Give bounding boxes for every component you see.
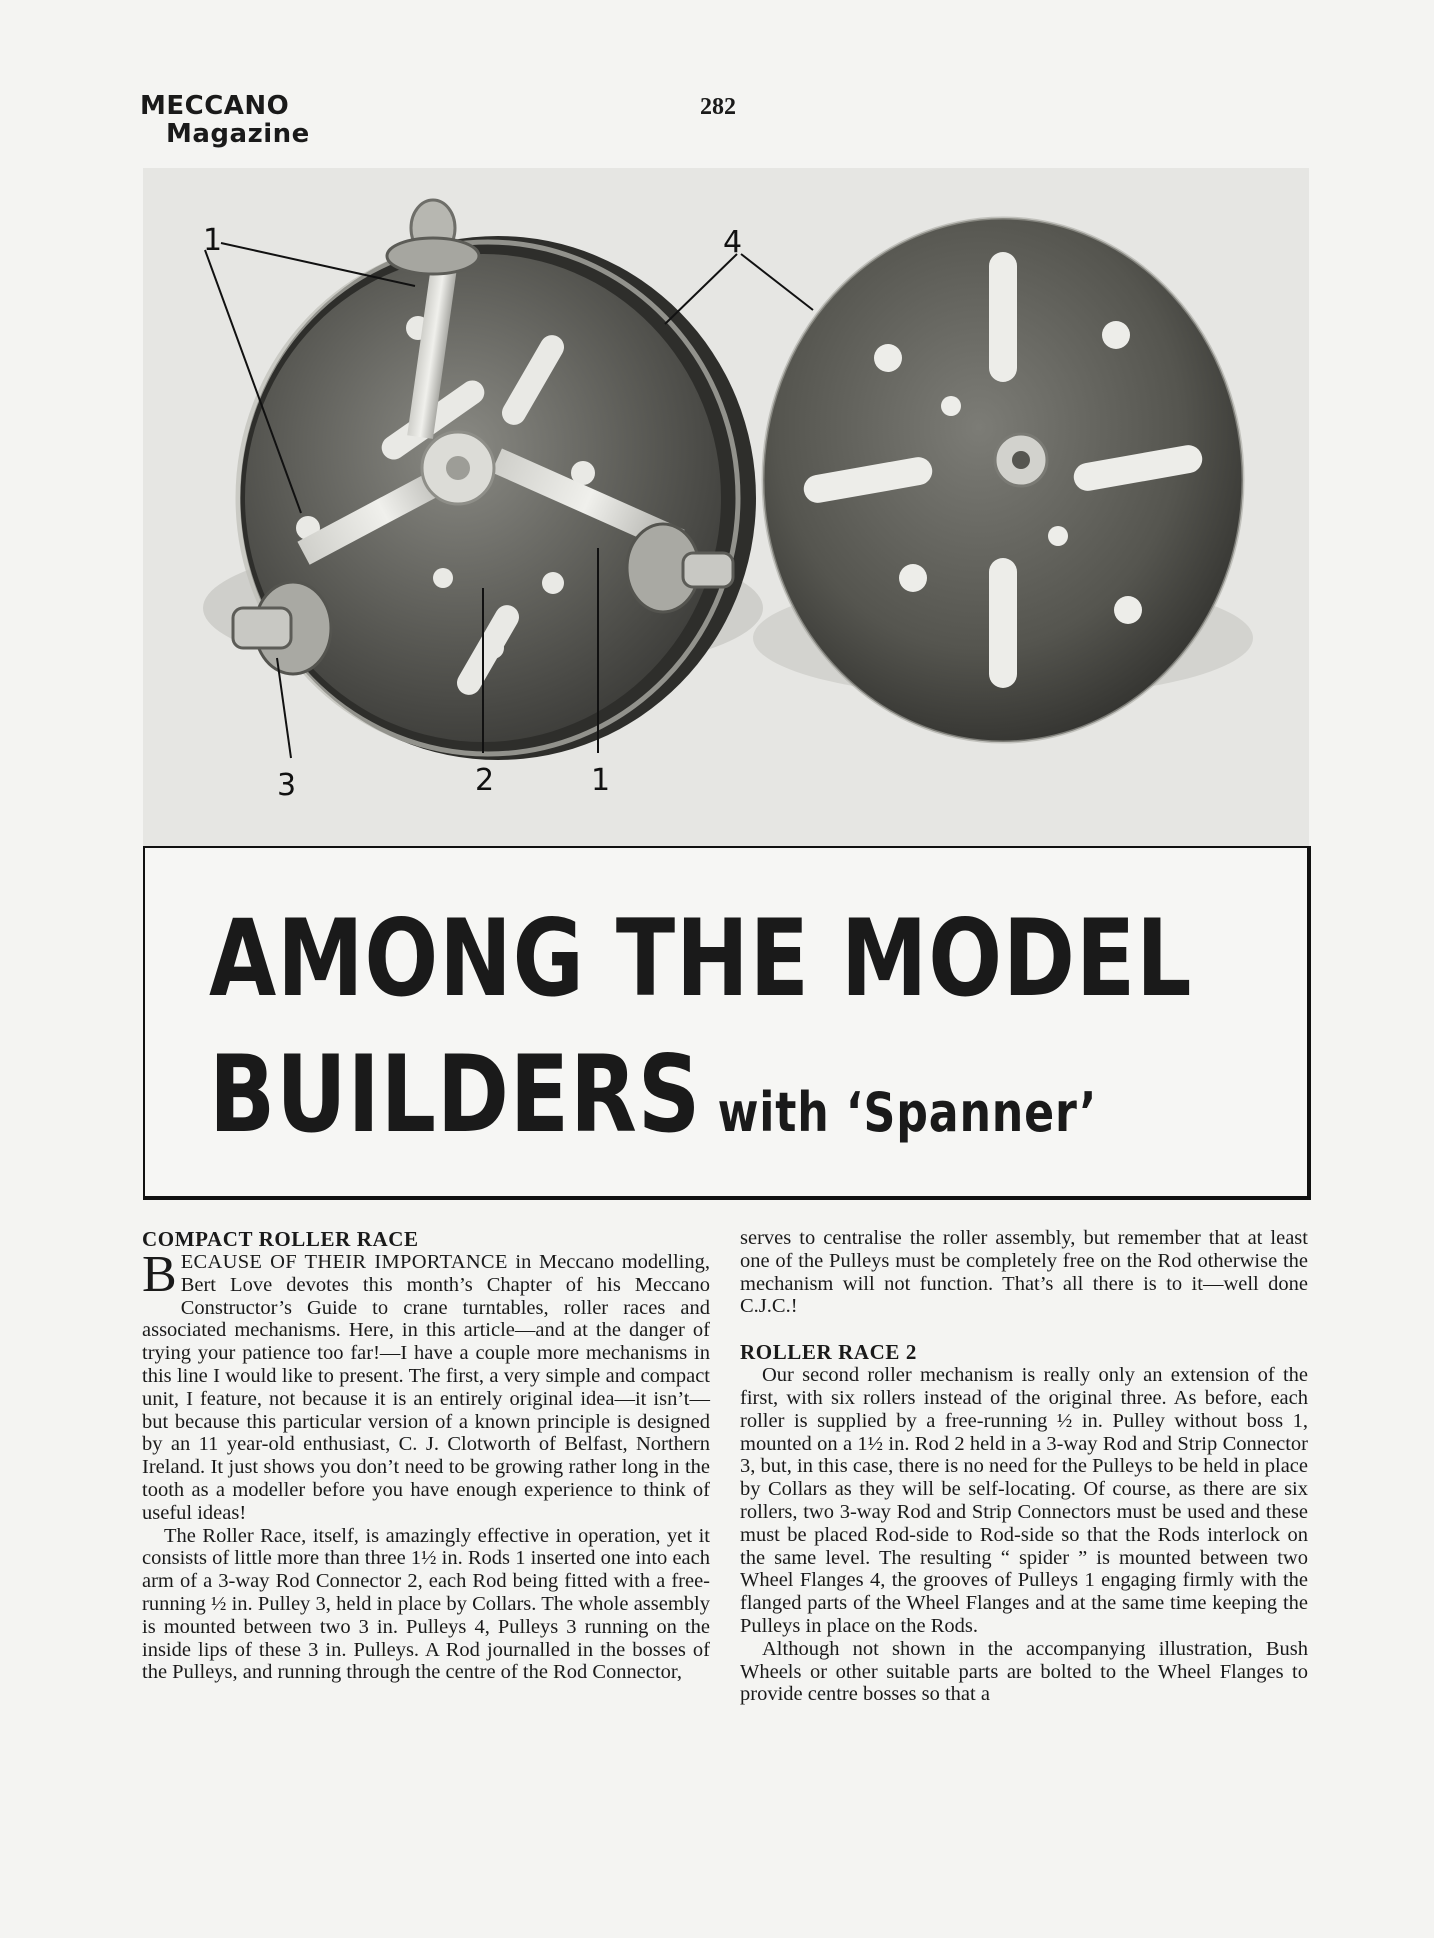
headline-line-1: AMONG THE MODEL [209, 897, 1193, 1020]
page-number: 282 [700, 94, 736, 120]
article-paragraph-1 [142, 1246, 710, 1525]
headline-builders: BUILDERS [209, 1033, 702, 1156]
masthead-magazine: Magazine [166, 119, 310, 149]
lead-in-caps: ECAUSE OF THEIR IMPORTANCE [180, 1251, 508, 1273]
callout-label-4: 4 [723, 225, 743, 260]
article-paragraph-5: Although not shown in the accompanying illustration, Bush Wheels or other suitable parts are bolted to the Wheel Flanges to provide centre bosses so that a [740, 1637, 1308, 1706]
drop-cap: B [142, 1246, 177, 1303]
article-paragraph-4: Our second roller mechanism is really only an extension of the first, with six rollers instead of the original three. As before, each roller is supplied by a free-running ½ in. Pulley without boss 1, mounted on a 1½ in. Rod 2 held in a 3-way Rod and Strip Connector 3, but, in this case, there is no need for the Pulleys to be held in place by Collars as they will be self-locating. Of course, as there are six rollers, two 3-way Rod and Strip Connectors must be used and these must be placed Rod-side to Rod-side so that the Rods interlock on the same level. The resulting “ spider ” is mounted between two Wheel Flanges 4, the grooves of Pulleys 1 engaging firmly with the flanged parts of the Wheel Flanges and at the same time keeping the Pulleys in place on the Rods. [740, 1364, 1308, 1637]
masthead [140, 92, 310, 148]
article-column-left [142, 1227, 710, 1684]
headline-box [143, 846, 1311, 1200]
section-heading-compact-roller-race: COMPACT ROLLER RACE [142, 1227, 419, 1251]
callout-label-2: 2 [475, 763, 495, 798]
section-heading-roller-race-2: ROLLER RACE 2 [740, 1340, 917, 1365]
callout-label-1-bottom: 1 [591, 763, 611, 798]
masthead-meccano: MECCANO [140, 91, 290, 121]
roller-race-photo [143, 168, 1309, 854]
callout-label-1-top: 1 [203, 223, 223, 258]
roller-race-illustration [143, 168, 1309, 854]
callout-label-3: 3 [277, 768, 297, 803]
article-paragraph-2: The Roller Race, itself, is amazingly effective in operation, yet it consists of little more than three 1½ in. Rods 1 inserted one into each arm of a 3-way Rod Connector 2, each Rod being fitted with a free-running ½ in. Pulley 3, held in place by Collars. The whole assembly is mounted between two 3 in. Pulleys 4, Pulleys 3 running on the inside lips of these 3 in. Pulleys. A Rod journalled in the bosses of the Pulleys, and running through the centre of the Rod Connector, [142, 1524, 710, 1684]
headline-line-2 [209, 1033, 1098, 1168]
article-paragraph-3: serves to centralise the roller assembly, but remember that at least one of the Pulleys must be completely free on the Rod otherwise the mechanism will not function. That’s all there is to it—well done C.J.C.! [740, 1227, 1308, 1318]
article-column-right [740, 1227, 1308, 1706]
paragraph-1-text: in Meccano modelling, Bert Love devotes this month’s Chapter of his Meccano Constructor’s Guide to crane turntables, roller races and associated mechanisms. Here, in this article—and at the danger of trying your patience too far!—I have a couple more mechanisms in this line I would like to present. The first, a very simple and compact unit, I feature, not because it is an entirely original idea—it isn’t—but because this particular version of a known principle is designed by an 11 year-old enthusiast, C. J. Clotworth of Belfast, Northern Ireland. It just shows you don’t need to be growing rather long in the tooth as a modeller before you have enough experience to think of useful ideas! [142, 1251, 710, 1524]
headline-suffix: with ‘Spanner’ [717, 1081, 1098, 1144]
